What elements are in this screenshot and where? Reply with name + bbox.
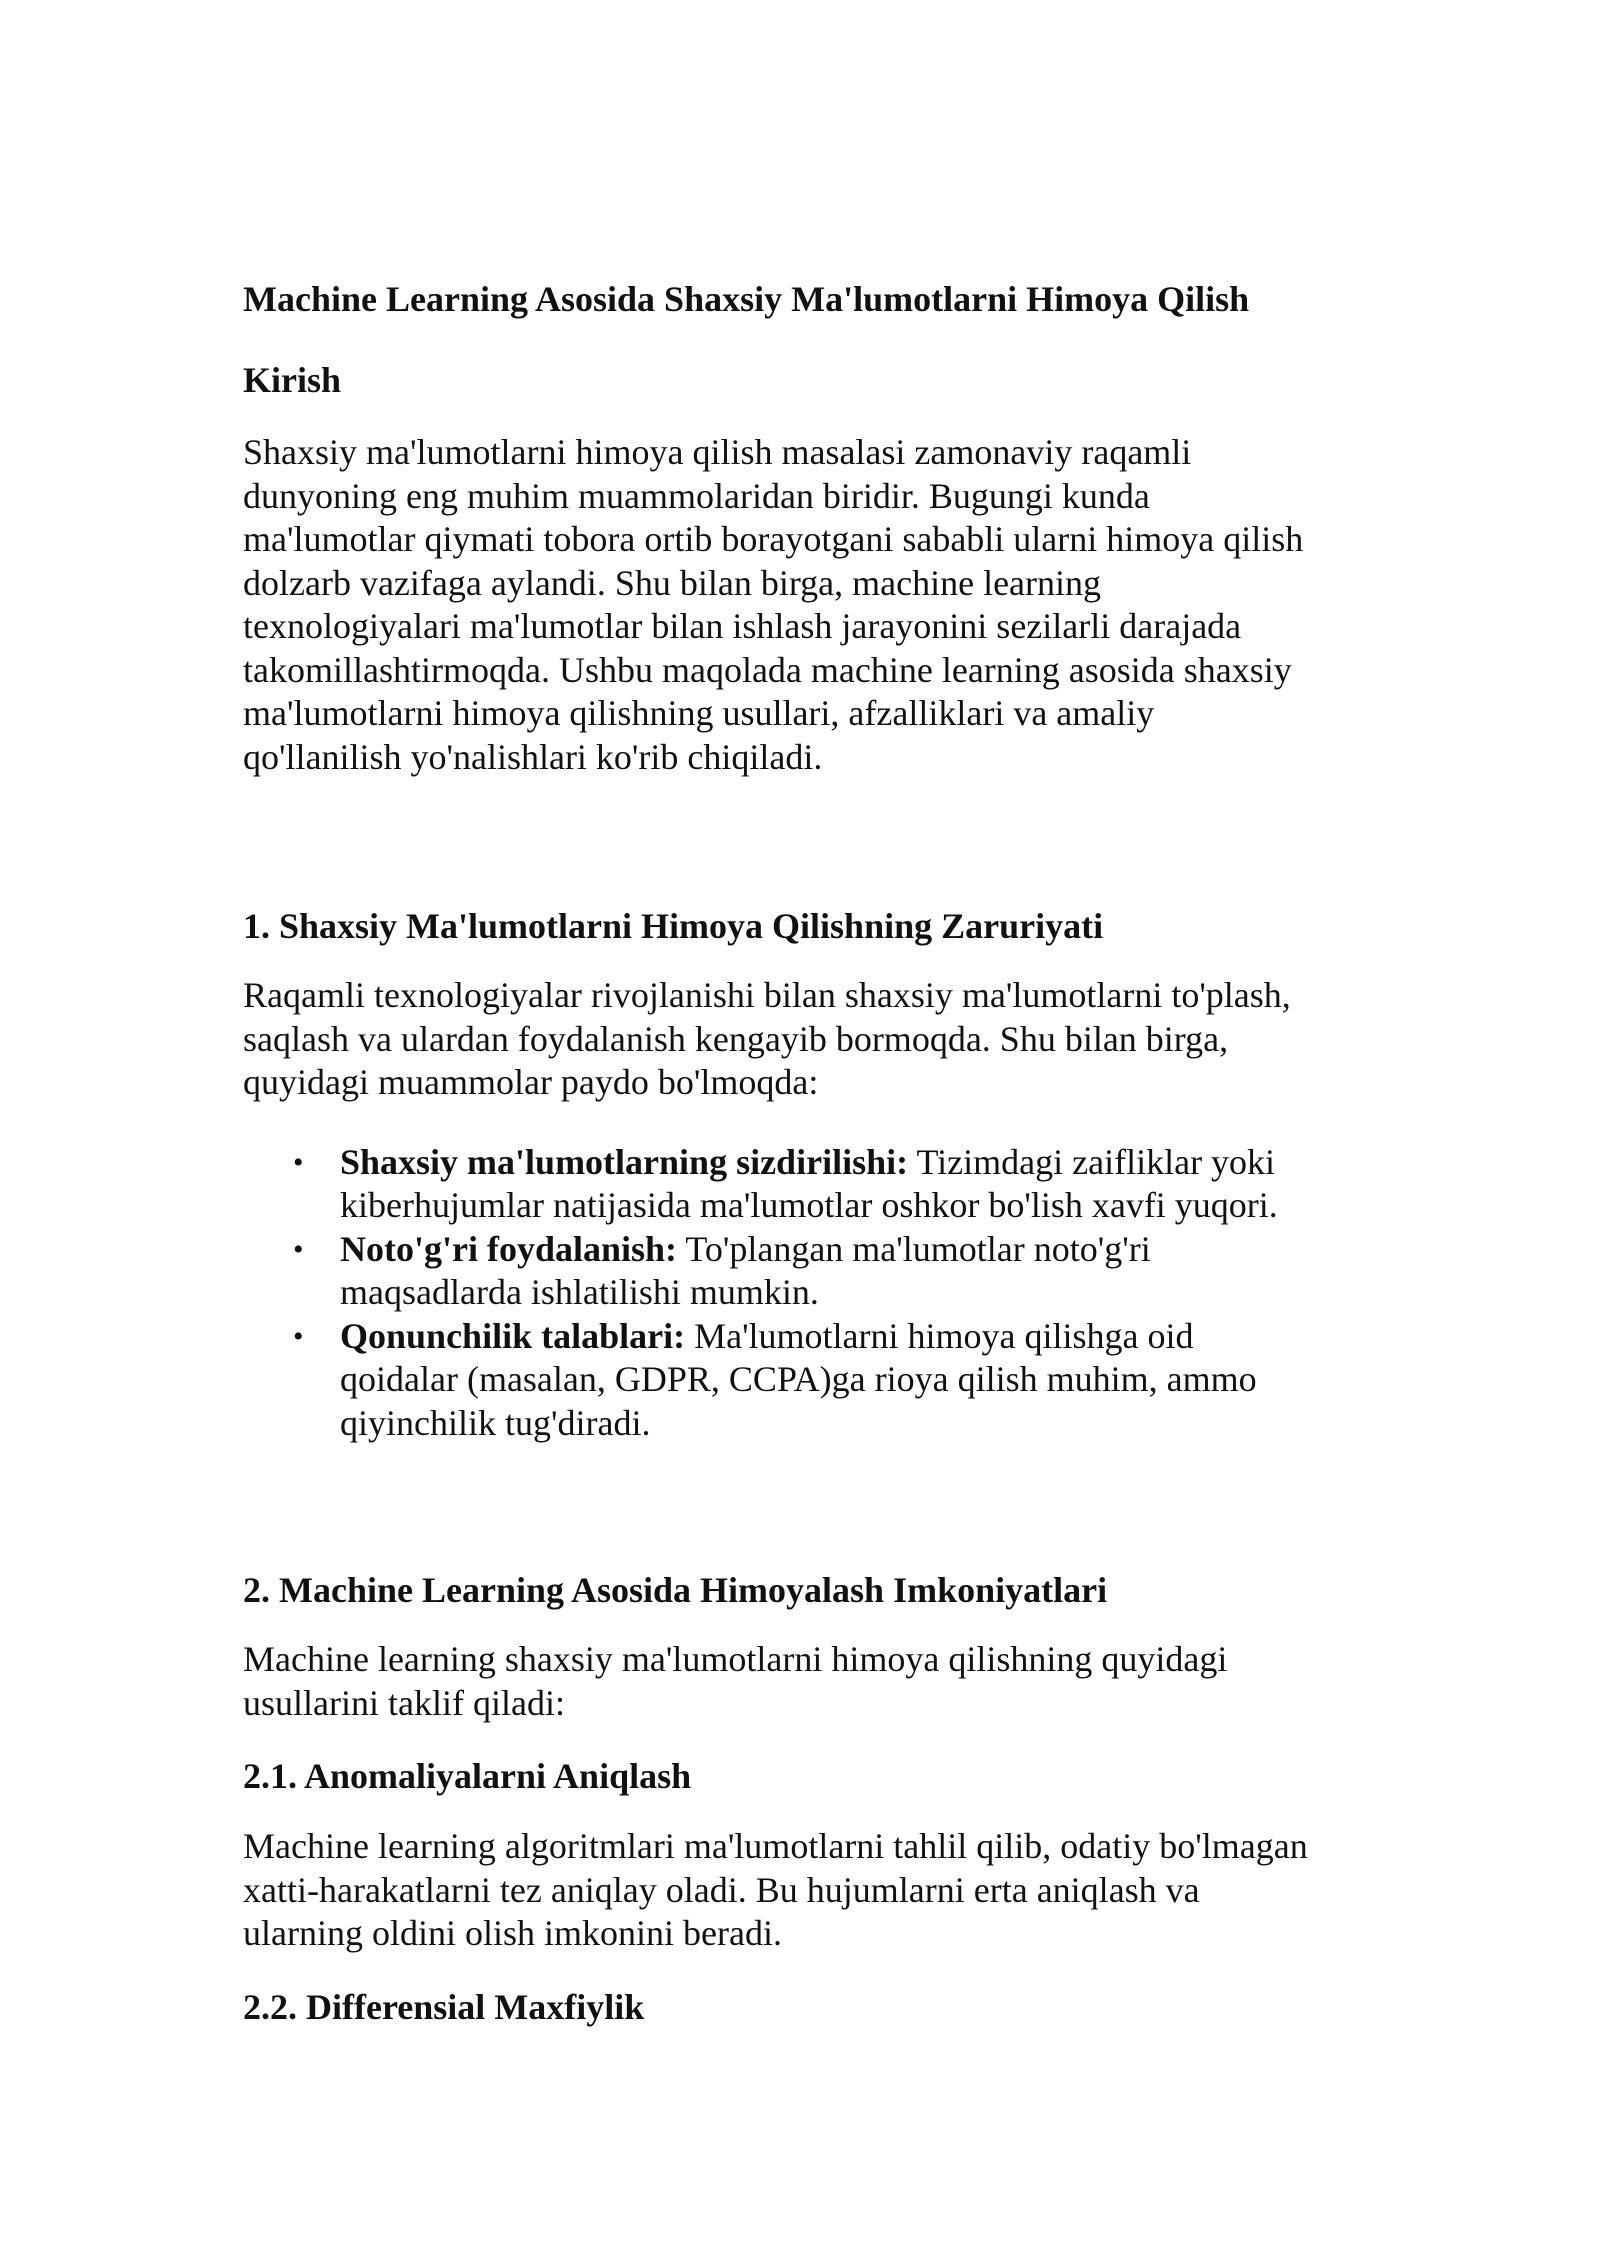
subsection-2-1-heading: 2.1. Anomaliyalarni Aniqlash (243, 1756, 692, 1796)
section1-line: Raqamli texnologiyalar rivojlanishi bilan shaxsiy ma'lumotlarni to'plash, (243, 975, 1291, 1015)
bullet-icon: • (293, 1319, 304, 1353)
bullet-text: maqsadlarda ishlatilishi mumkin. (340, 1272, 819, 1312)
document-title: Machine Learning Asosida Shaxsiy Ma'lumotlarni Himoya Qilish (243, 279, 1250, 319)
section2-line: Machine learning shaxsiy ma'lumotlarni himoya qilishning quyidagi (243, 1639, 1228, 1679)
bullet-label: Shaxsiy ma'lumotlarning sizdirilishi: (340, 1141, 909, 1182)
bullet-icon: • (293, 1232, 304, 1266)
subsection-line: Machine learning algoritmlari ma'lumotlarni tahlil qilib, odatiy bo'lmagan (243, 1826, 1308, 1866)
bullet-text: To'plangan ma'lumotlar noto'g'ri (677, 1228, 1151, 1269)
bullet-icon: • (293, 1145, 304, 1179)
bullet-text: Tizimdagi zaifliklar yoki (908, 1141, 1276, 1182)
section1-bullet-list (243, 1141, 1383, 1446)
section1-line: saqlash va ulardan foydalanish kengayib bormoqda. Shu bilan birga, (243, 1018, 1229, 1059)
bullet-text: qiyinchilik tug'diradi. (340, 1402, 651, 1443)
intro-line: Shaxsiy ma'lumotlarni himoya qilish masalasi zamonaviy raqamli (243, 432, 1192, 472)
intro-line: dunyoning eng muhim muammolaridan biridir. Bugungi kunda (243, 475, 1150, 516)
subsection-2-1-paragraph (243, 1825, 1383, 1956)
section1-heading: 1. Shaxsiy Ma'lumotlarni Himoya Qilishning Zaruriyati (243, 906, 1104, 946)
section1-line: quyidagi muammolar paydo bo'lmoqda: (243, 1062, 819, 1102)
intro-heading: Kirish (243, 360, 342, 400)
list-item (243, 1228, 1383, 1315)
section2-paragraph (243, 1638, 1383, 1725)
intro-line: texnologiyalari ma'lumotlar bilan ishlash jarayonini sezilarli darajada (243, 606, 1242, 646)
intro-line: dolzarb vazifaga aylandi. Shu bilan birga, machine learning (243, 562, 1102, 603)
bullet-text: kiberhujumlar natijasida ma'lumotlar oshkor bo'lish xavfi yuqori. (340, 1185, 1278, 1225)
intro-line: ma'lumotlarni himoya qilishning usullari, afzalliklari va amaliy (243, 693, 1155, 733)
bullet-text: qoidalar (masalan, GDPR, CCPA)ga rioya qilish muhim, ammo (340, 1359, 1257, 1399)
bullet-label: Noto'g'ri foydalanish: (340, 1228, 678, 1269)
intro-line: takomillashtirmoqda. Ushbu maqolada machine learning asosida shaxsiy (243, 649, 1292, 690)
bullet-label: Qonunchilik talablari: (340, 1315, 686, 1356)
intro-paragraph (243, 431, 1383, 779)
section2-line: usullarini taklif qiladi: (243, 1682, 565, 1723)
intro-line: qo'llanilish yo'nalishlari ko'rib chiqiladi. (243, 736, 823, 777)
subsection-2-2-heading: 2.2. Differensial Maxfiylik (243, 1986, 645, 2027)
subsection-line: ularning oldini olish imkonini beradi. (243, 1913, 782, 1953)
intro-line: ma'lumotlar qiymati tobora ortib borayotgani sababli ularni himoya qilish (243, 519, 1304, 559)
subsection-line: xatti-harakatlarni tez aniqlay oladi. Bu hujumlarni erta aniqlash va (243, 1869, 1200, 1910)
section1-paragraph (243, 974, 1383, 1105)
bullet-text: Ma'lumotlarni himoya qilishga oid (685, 1315, 1194, 1356)
list-item (243, 1141, 1383, 1228)
section2-heading: 2. Machine Learning Asosida Himoyalash Imkoniyatlari (243, 1570, 1108, 1610)
document-body (243, 270, 1383, 2056)
list-item (243, 1315, 1383, 1446)
